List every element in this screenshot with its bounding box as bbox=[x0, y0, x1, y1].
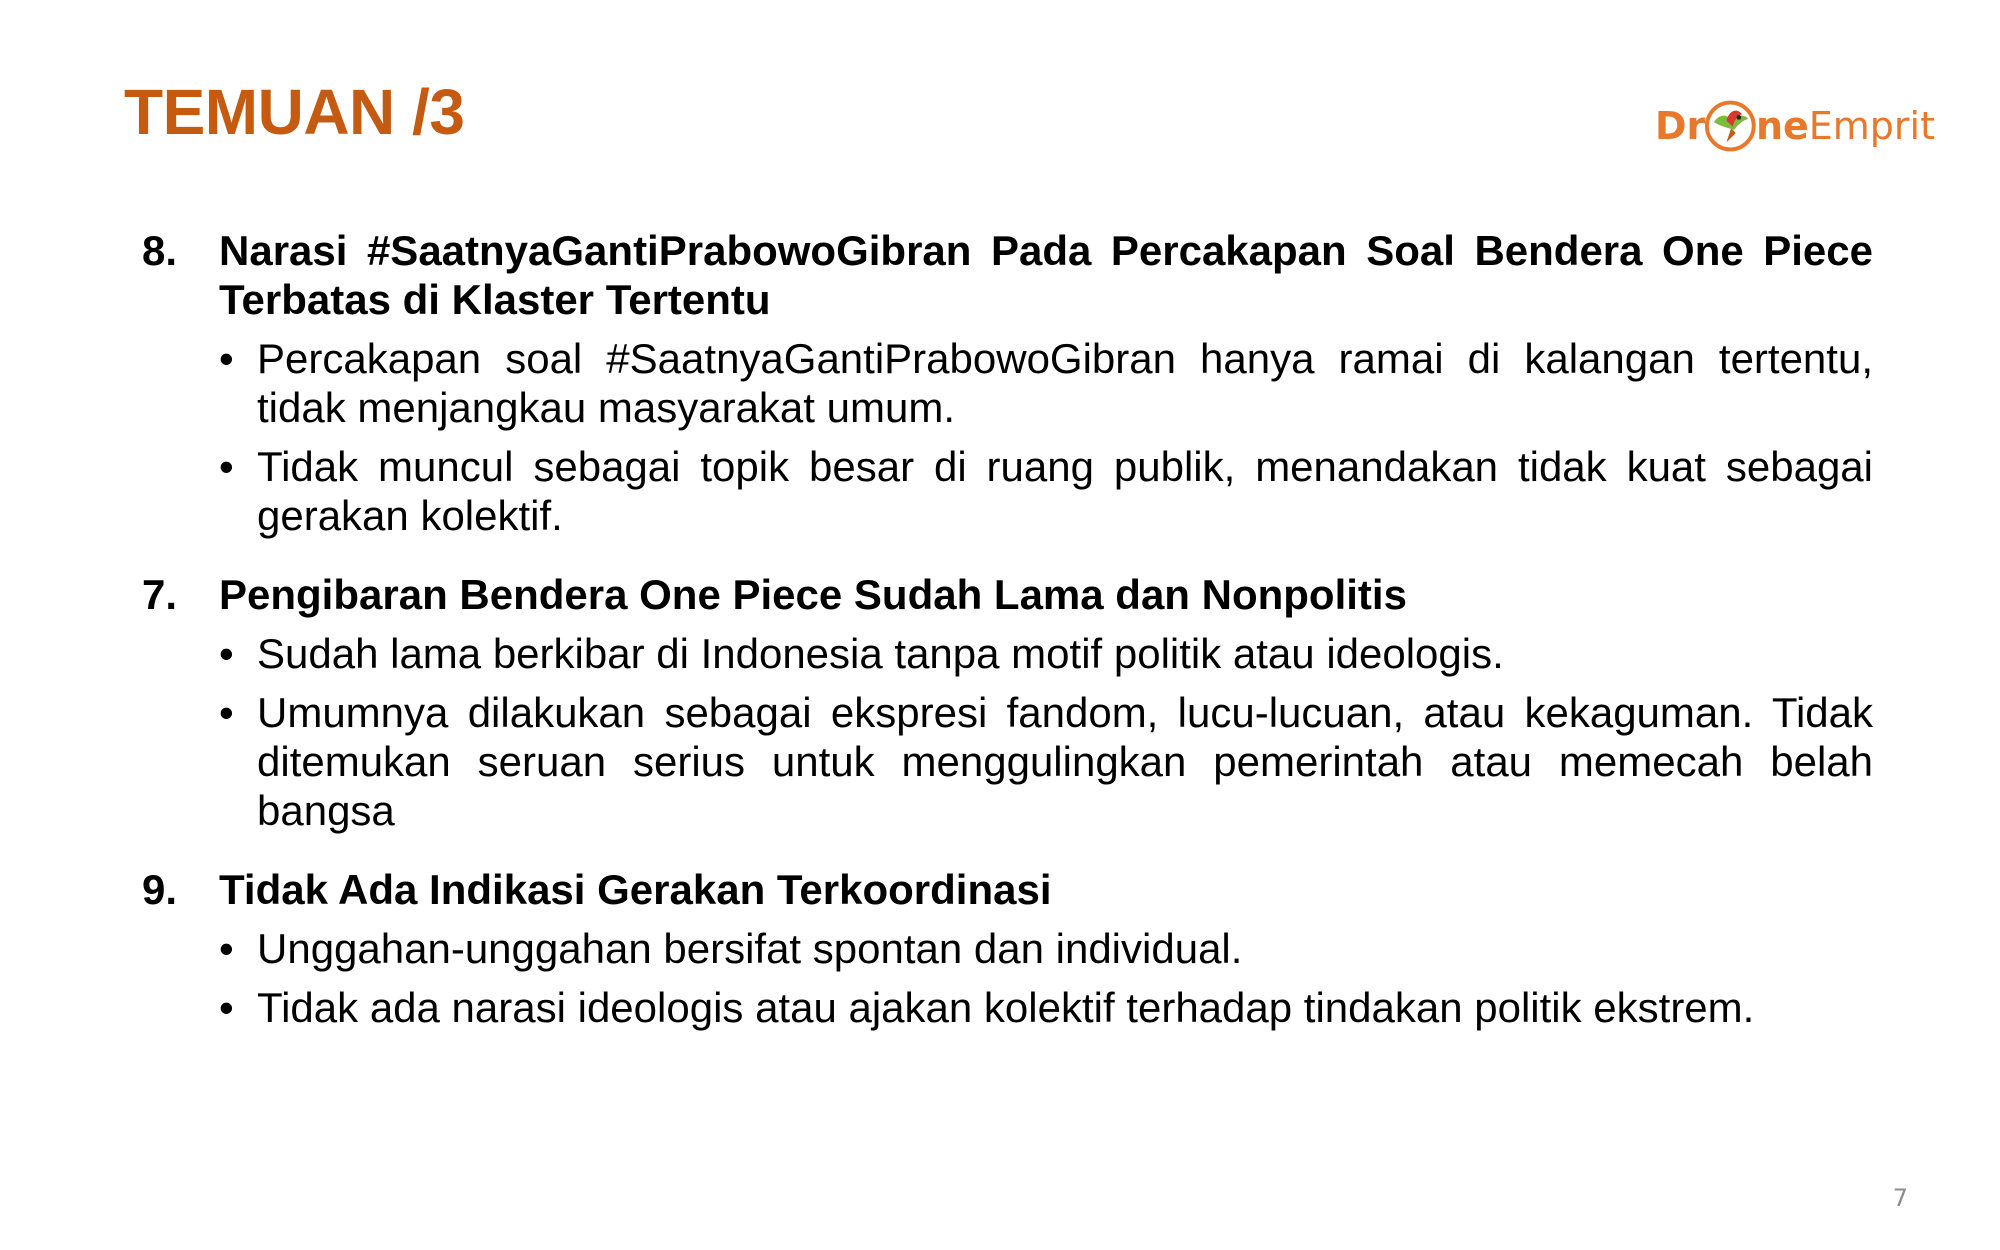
bullet-text: Tidak ada narasi ideologis atau ajakan kolektif terhadap tindakan politik ekstrem. bbox=[257, 984, 1755, 1031]
bullet-text: Percakapan soal #SaatnyaGantiPrabowoGibran hanya ramai di kalangan tertentu, tidak menjangkau masyarakat umum. bbox=[257, 335, 1873, 431]
finding-bullets bbox=[219, 334, 1873, 540]
finding-heading: Tidak Ada Indikasi Gerakan Terkoordinasi bbox=[219, 866, 1052, 913]
finding-number: 7. bbox=[142, 571, 178, 618]
logo-text-ne: ne bbox=[1755, 104, 1809, 148]
bullet-text: Tidak muncul sebagai topik besar di ruang publik, menandakan tidak kuat sebagai gerakan kolektif. bbox=[257, 443, 1873, 539]
logo-text-emprit: Emprit bbox=[1808, 104, 1935, 148]
finding-bullets bbox=[219, 924, 1873, 1032]
drone-emprit-logo bbox=[1655, 88, 1935, 164]
drone-bird-icon bbox=[1703, 91, 1758, 161]
bullet-item bbox=[219, 629, 1873, 678]
bullet-text: Unggahan-unggahan bersifat spontan dan individual. bbox=[257, 925, 1243, 972]
bullet-dot: • bbox=[219, 984, 234, 1031]
bullet-item bbox=[219, 334, 1873, 432]
logo-text-dr: Dr bbox=[1655, 104, 1706, 148]
bullet-dot: • bbox=[219, 443, 234, 490]
finding-number: 9. bbox=[142, 866, 178, 913]
findings-list bbox=[142, 226, 1873, 1062]
bullet-dot: • bbox=[219, 925, 234, 972]
finding-item bbox=[142, 226, 1873, 550]
page-number: 7 bbox=[1892, 1184, 1908, 1212]
bullet-item bbox=[219, 983, 1873, 1032]
finding-item bbox=[142, 570, 1873, 845]
bullet-item bbox=[219, 442, 1873, 540]
finding-heading: Narasi #SaatnyaGantiPrabowoGibran Pada Percakapan Soal Bendera One Piece Terbatas di Klaster Tertentu bbox=[219, 227, 1873, 323]
bullet-item bbox=[219, 924, 1873, 973]
slide-title: TEMUAN /3 bbox=[124, 76, 465, 148]
finding-bullets bbox=[219, 629, 1873, 835]
finding-heading: Pengibaran Bendera One Piece Sudah Lama dan Nonpolitis bbox=[219, 571, 1407, 618]
bullet-dot: • bbox=[219, 630, 234, 677]
bullet-text: Sudah lama berkibar di Indonesia tanpa motif politik atau ideologis. bbox=[257, 630, 1504, 677]
finding-item bbox=[142, 865, 1873, 1042]
finding-number: 8. bbox=[142, 227, 178, 274]
bullet-item bbox=[219, 688, 1873, 835]
bullet-text: Umumnya dilakukan sebagai ekspresi fandom, lucu-lucuan, atau kekaguman. Tidak ditemukan seruan serius untuk menggulingkan pemerintah atau memecah belah bangsa bbox=[257, 689, 1873, 834]
bullet-dot: • bbox=[219, 689, 234, 736]
bullet-dot: • bbox=[219, 335, 234, 382]
